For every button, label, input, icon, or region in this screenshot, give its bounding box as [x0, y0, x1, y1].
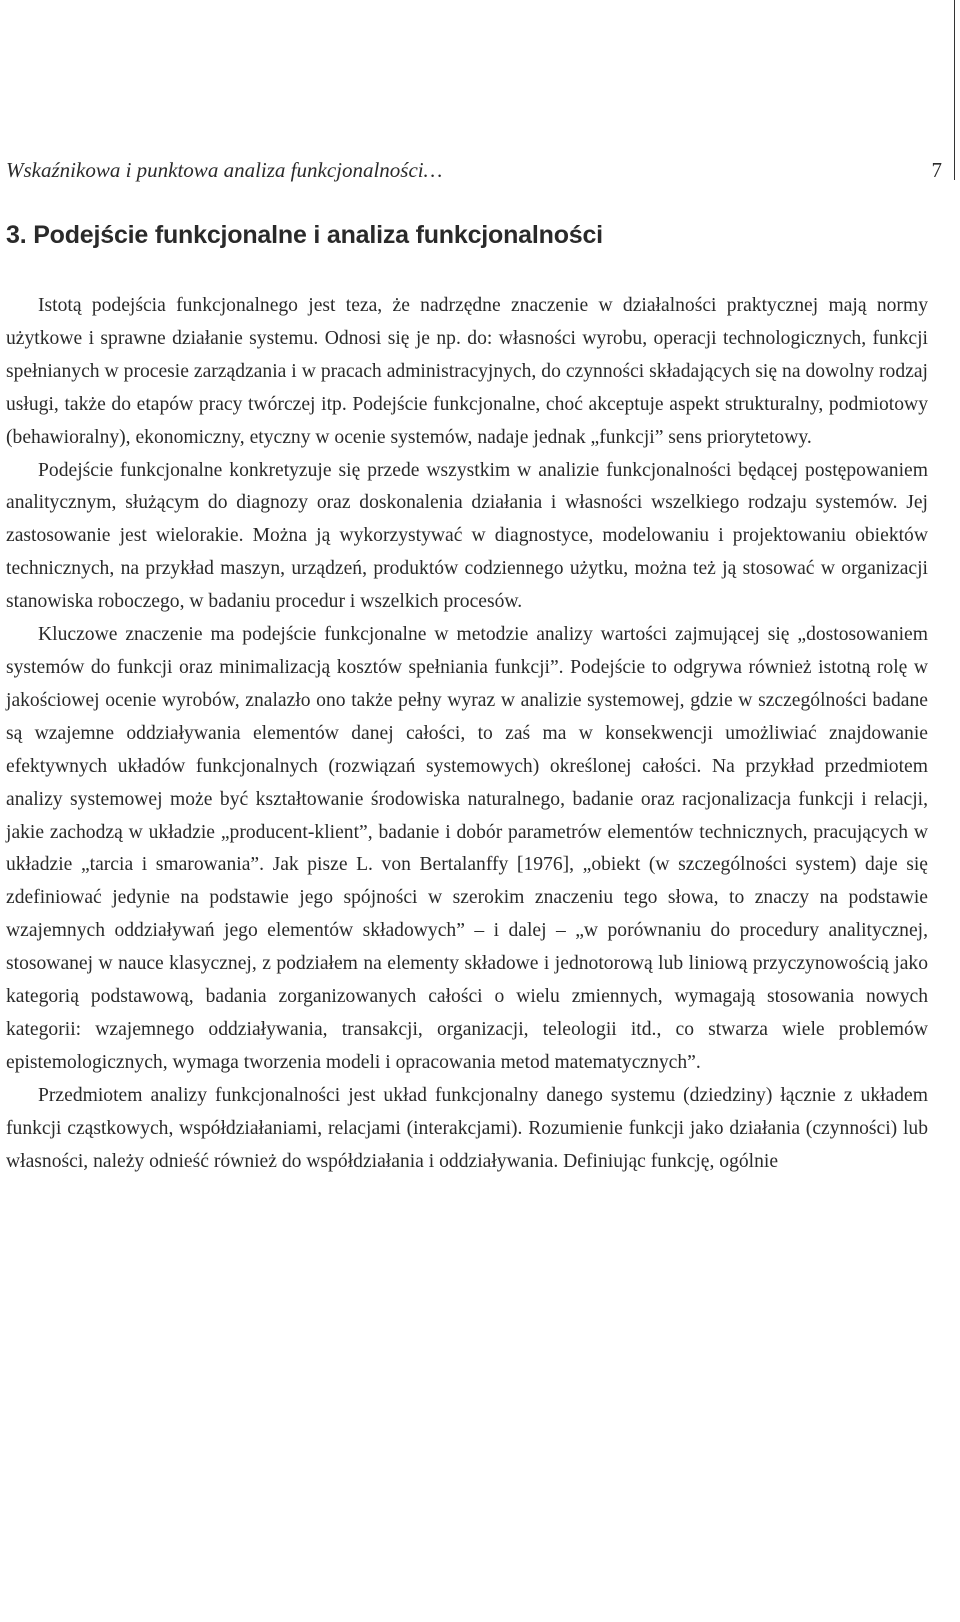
page-edge-rule	[954, 0, 955, 180]
running-header-title: Wskaźnikowa i punktowa analiza funkcjonalności…	[6, 158, 443, 182]
paragraph-2: Podejście funkcjonalne konkretyzuje się przede wszystkim w analizie funkcjonalności będącej postępowaniem analitycznym, służącym do diagnozy oraz doskonalenia działania i własności wszelkiego rodzaju systemów. Jej zastosowanie jest wielorakie. Można ją wykorzystywać w diagnostyce, modelowaniu i projektowaniu obiektów technicznych, na przykład maszyn, urządzeń, produktów codziennego użytku, można też ją stosować w organizacji stanowiska roboczego, w badaniu procedur i wszelkich procesów.	[6, 459, 928, 613]
paragraph-1: Istotą podejścia funkcjonalnego jest teza, że nadrzędne znaczenie w działalności praktycznej mają normy użytkowe i sprawne działanie systemu. Odnosi się je np. do: własności wyrobu, operacji technologicznych, funkcji spełnianych w procesie zarządzania i w pracach administracyjnych, do czynności składających się na dowolny rodzaj usługi, także do etapów pracy twórczej itp. Podejście funkcjonalne, choć akceptuje aspekt strukturalny, podmiotowy (behawioralny), ekonomiczny, etyczny w ocenie systemów, nadaje jednak „funkcji” sens priorytetowy.	[6, 295, 928, 448]
section-heading: 3. Podejście funkcjonalne i analiza funkcjonalności	[6, 221, 603, 249]
paragraph-4: Przedmiotem analizy funkcjonalności jest układ funkcjonalny danego systemu (dziedziny) łącznie z układem funkcji cząstkowych, współdziałaniami, relacjami (interakcjami). Rozumienie funkcji jako działania (czynności) lub własności, należy odnieść również do współdziałania i oddziaływania. Definiując funkcję, ogólnie	[6, 1084, 928, 1172]
body-text	[6, 290, 928, 1178]
paragraph-3: Kluczowe znaczenie ma podejście funkcjonalne w metodzie analizy wartości zajmującej się „dostosowaniem systemów do funkcji oraz minimalizacją kosztów spełniania funkcji”. Podejście to odgrywa również istotną rolę w jakościowej ocenie wyrobów, znalazło ono także pełny wyraz w analizie systemowej, gdzie w szczególności badane są wzajemne oddziaływania elementów danej całości, to zaś ma w konsekwencji umożliwiać znajdowanie efektywnych układów funkcjonalnych (rozwiązań systemowych) określonej całości. Na przykład przedmiotem analizy systemowej może być kształtowanie środowiska naturalnego, badanie oraz racjonalizacja funkcji i relacji, jakie zachodzą w układzie „producent-klient”, badanie i dobór parametrów elementów technicznych, pracujących w układzie „tarcia i smarowania”. Jak pisze L. von Bertalanffy [1976], „obiekt (w szczególności system) daje się zdefiniować jedynie na podstawie jego spójności w szerokim znaczeniu tego słowa, to znaczy na podstawie wzajemnych oddziaływań jego elementów składowych” – i dalej – „w porównaniu do procedury analitycznej, stosowanej w nauce klasycznej, z podziałem na elementy składowe i jednotorową lub liniową przyczynowością jako kategorią podstawową, badania zorganizowanych całości o wielu zmiennych, wymagają stosowania nowych kategorii: wzajemnego oddziaływania, transakcji, organizacji, teleologii itd., co stwarza wiele problemów epistemologicznych, wymaga tworzenia modeli i opracowania metod matematycznych”.	[6, 624, 928, 1073]
page-number: 7	[931, 158, 942, 182]
